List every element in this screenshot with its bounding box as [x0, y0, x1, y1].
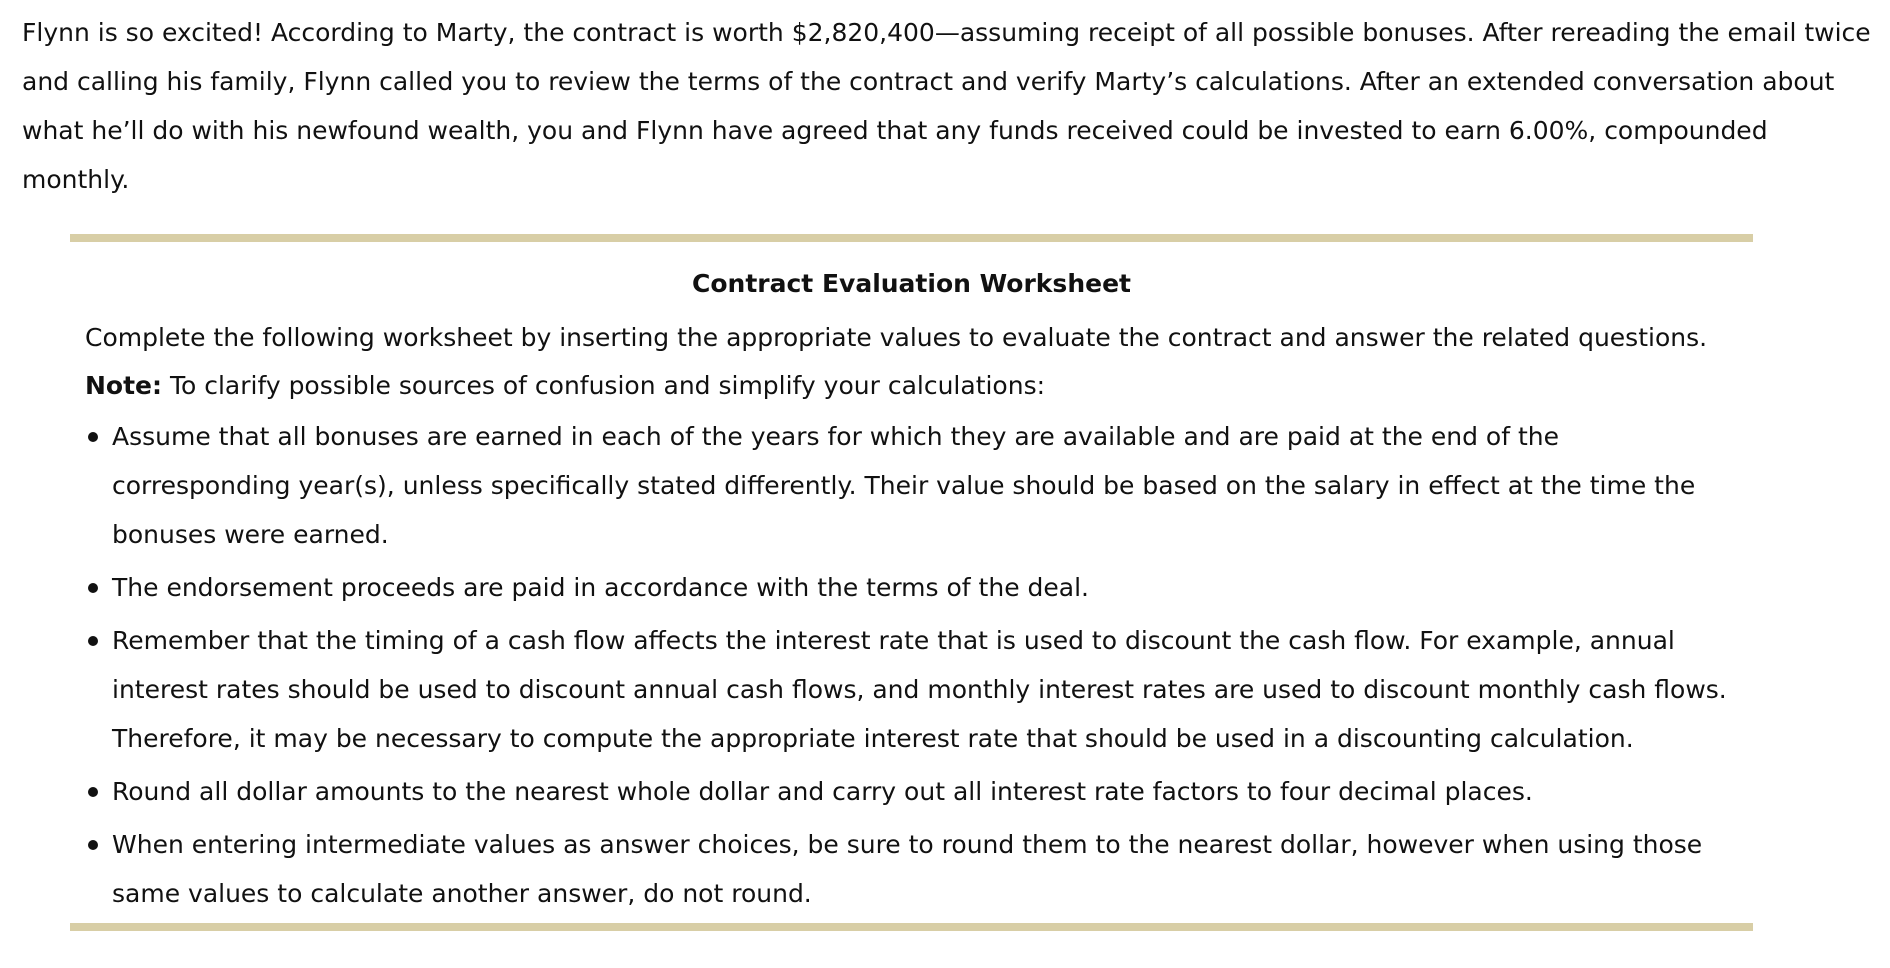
bullet-icon: [88, 636, 98, 646]
list-item-text: Remember that the timing of a cash flow affects the interest rate that is used to discount the cash flow. For example, annual interest rates should be used to discount annual cash flows, and monthly interest rates are used to discount monthly cash flows. Therefore, it may be necessary to compute the appropriate interest rate that should be used in a discounting calculation.: [112, 626, 1727, 753]
list-item: [85, 767, 1735, 816]
bullet-icon: [88, 583, 98, 593]
list-item: [85, 563, 1735, 612]
list-item-text: Round all dollar amounts to the nearest whole dollar and carry out all interest rate factors to four decimal places.: [112, 777, 1533, 806]
notes-list: [85, 412, 1735, 922]
list-item: [85, 412, 1735, 559]
worksheet-note: [85, 370, 1045, 402]
list-item: [85, 616, 1735, 763]
worksheet-instructions: Complete the following worksheet by inserting the appropriate values to evaluate the contract and answer the related questions.: [85, 323, 1708, 352]
worksheet-title: Contract Evaluation Worksheet: [692, 269, 1131, 298]
note-text: To clarify possible sources of confusion and simplify your calculations:: [162, 371, 1046, 400]
note-label: Note:: [85, 371, 163, 400]
intro-paragraph: Flynn is so excited! According to Marty, the contract is worth $2,820,400—assuming receipt of all possible bonuses. After rereading the email twice and calling his family, Flynn called you to review the terms of the contract and verify Marty’s calculations. After an extended conversation about what he’ll do with his newfound wealth, you and Flynn have agreed that any funds received could be invested to earn 6.00%, compounded monthly.: [22, 18, 1871, 194]
bullet-icon: [88, 787, 98, 797]
list-item-text: When entering intermediate values as answer choices, be sure to round them to the nearest dollar, however when using those same values to calculate another answer, do not round.: [112, 830, 1703, 908]
list-item: [85, 820, 1735, 918]
bullet-icon: [88, 840, 98, 850]
bullet-icon: [88, 432, 98, 442]
list-item-text: The endorsement proceeds are paid in accordance with the terms of the deal.: [112, 573, 1089, 602]
list-item-text: Assume that all bonuses are earned in each of the years for which they are available and are paid at the end of the corresponding year(s), unless specifically stated differently. Their value should be based on the salary in effect at the time the bonuses were earned.: [112, 422, 1696, 549]
contract-evaluation-worksheet: [70, 234, 1753, 931]
